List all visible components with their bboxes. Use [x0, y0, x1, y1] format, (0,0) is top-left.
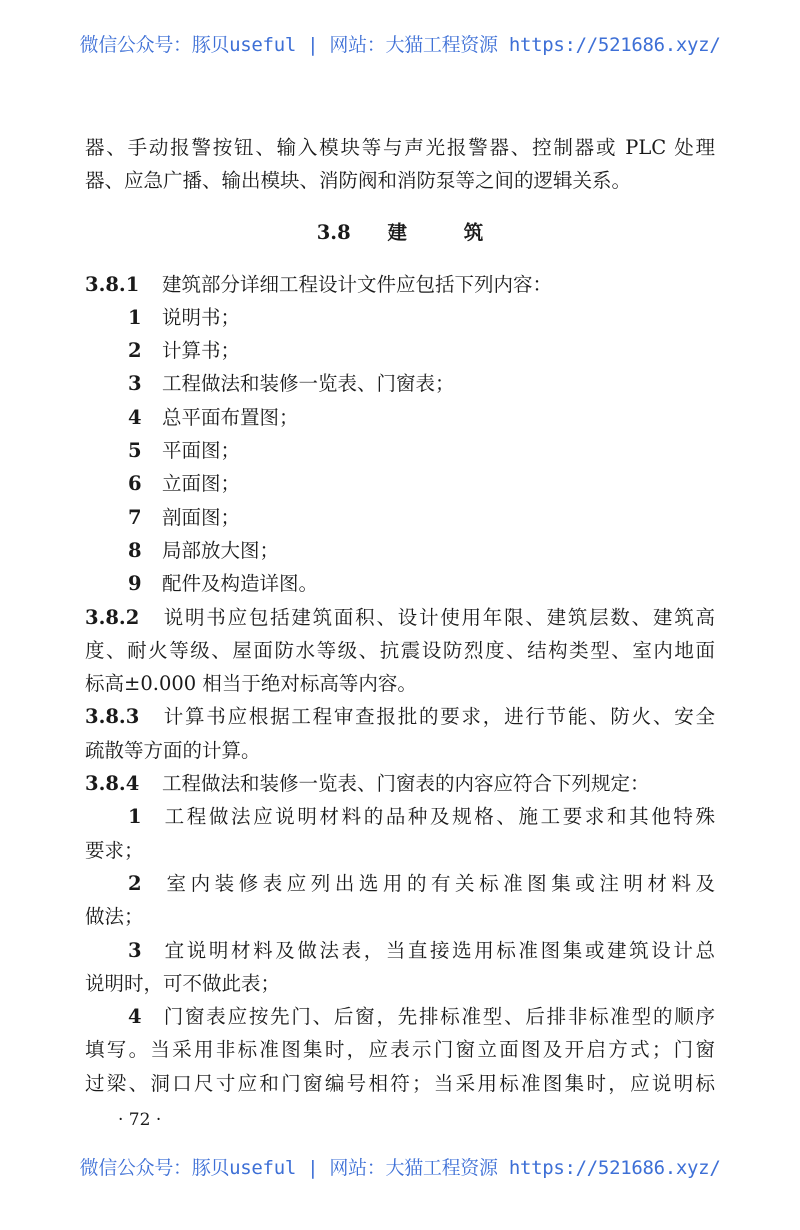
document-body: [85, 131, 715, 1100]
list-item-line: [85, 800, 715, 833]
line-text: 要求；: [85, 838, 144, 862]
list-item-line: [85, 301, 715, 334]
watermark-bottom: 微信公众号：豚贝useful | 网站：大猫工程资源 https://521686.xyz/: [79, 1157, 721, 1179]
list-item-line: [85, 1000, 715, 1033]
line-text: 说明时，可不做此表；: [85, 971, 281, 995]
item-number: 1: [128, 305, 142, 329]
page-number: · 72 ·: [118, 1110, 162, 1130]
item-number: 4: [128, 405, 142, 429]
text-line: [85, 967, 715, 1000]
section-heading: [85, 216, 715, 249]
item-number: 2: [128, 339, 142, 363]
paragraph-continued: [85, 131, 715, 198]
list-item-line: [85, 867, 715, 900]
item-number: 4: [128, 1005, 142, 1029]
text-line: [85, 834, 715, 867]
text-line: [85, 667, 715, 700]
clause-line: [85, 601, 715, 634]
line-text: 配件及构造详图。: [162, 572, 319, 596]
item-number: 3: [128, 938, 142, 962]
text-line: [85, 1067, 715, 1100]
watermark-top: 微信公众号：豚贝useful | 网站：大猫工程资源 https://521686.xyz/: [79, 34, 721, 56]
text-line: [85, 734, 715, 767]
list-item-line: [85, 434, 715, 467]
line-text: 剖面图；: [162, 505, 241, 529]
line-text: 工程做法和装修一览表、门窗表的内容应符合下列规定：: [162, 772, 650, 796]
clause-line: [85, 767, 715, 800]
clauses: [85, 268, 715, 1100]
line-text: 计算书应根据工程审查报批的要求，进行节能、防火、安全: [162, 705, 715, 729]
line-text: 计算书；: [162, 339, 241, 363]
line-text: 工程做法和装修一览表、门窗表；: [162, 372, 455, 396]
text-line: [85, 131, 715, 164]
list-item-line: [85, 501, 715, 534]
line-text: 疏散等方面的计算。: [85, 738, 261, 762]
item-number: 9: [128, 572, 142, 596]
item-number: 3.8.2: [85, 605, 140, 629]
list-item-line: [85, 567, 715, 600]
line-text: 度、耐火等级、屋面防水等级、抗震设防烈度、结构类型、室内地面: [85, 638, 715, 662]
list-item-line: [85, 534, 715, 567]
text-line: [85, 164, 715, 197]
item-number: 2: [128, 871, 142, 895]
line-text: 说明书；: [162, 305, 241, 329]
list-item-line: [85, 467, 715, 500]
line-text: 局部放大图；: [162, 538, 280, 562]
item-number: 3.8.3: [85, 705, 140, 729]
line-text: 立面图；: [162, 472, 241, 496]
text-line: [85, 900, 715, 933]
line-text: 填写。当采用非标准图集时，应表示门窗立面图及开启方式；门窗: [85, 1038, 715, 1062]
item-number: 8: [128, 538, 142, 562]
line-text: 标高±0.000 相当于绝对标高等内容。: [85, 672, 417, 696]
list-item-line: [85, 401, 715, 434]
line-text: 器、手动报警按钮、输入模块等与声光报警器、控制器或 PLC 处理: [85, 136, 715, 159]
item-number: 5: [128, 439, 142, 463]
line-text: 宜说明材料及做法表，当直接选用标准图集或建筑设计总: [162, 938, 715, 962]
line-text: 说明书应包括建筑面积、设计使用年限、建筑层数、建筑高: [162, 605, 715, 629]
list-item-line: [85, 367, 715, 400]
line-text: 总平面布置图；: [162, 405, 299, 429]
line-text: 平面图；: [162, 439, 241, 463]
item-number: 6: [128, 472, 142, 496]
item-number: 3: [128, 372, 142, 396]
item-number: 3.8.1: [85, 272, 140, 296]
line-text: 室内装修表应列出选用的有关标准图集或注明材料及: [162, 871, 715, 895]
line-text: 门窗表应按先门、后窗，先排标准型、后排非标准型的顺序: [162, 1005, 715, 1029]
text-line: [85, 634, 715, 667]
clause-line: [85, 268, 715, 301]
section-title-char: 建: [387, 220, 407, 244]
section-number: 3.8: [316, 220, 351, 244]
clause-line: [85, 700, 715, 733]
text-line: [85, 1033, 715, 1066]
list-item-line: [85, 934, 715, 967]
item-number: 1: [128, 805, 142, 829]
item-number: 7: [128, 505, 142, 529]
line-text: 做法；: [85, 905, 144, 929]
line-text: 过梁、洞口尺寸应和门窗编号相符；当采用标准图集时，应说明标: [85, 1071, 715, 1095]
line-text: 器、应急广播、输出模块、消防阀和消防泵等之间的逻辑关系。: [85, 169, 632, 193]
item-number: 3.8.4: [85, 772, 140, 796]
line-text: 建筑部分详细工程设计文件应包括下列内容：: [162, 272, 553, 296]
line-text: 工程做法应说明材料的品种及规格、施工要求和其他特殊: [162, 805, 715, 829]
list-item-line: [85, 334, 715, 367]
section-title-char: 筑: [463, 220, 484, 244]
